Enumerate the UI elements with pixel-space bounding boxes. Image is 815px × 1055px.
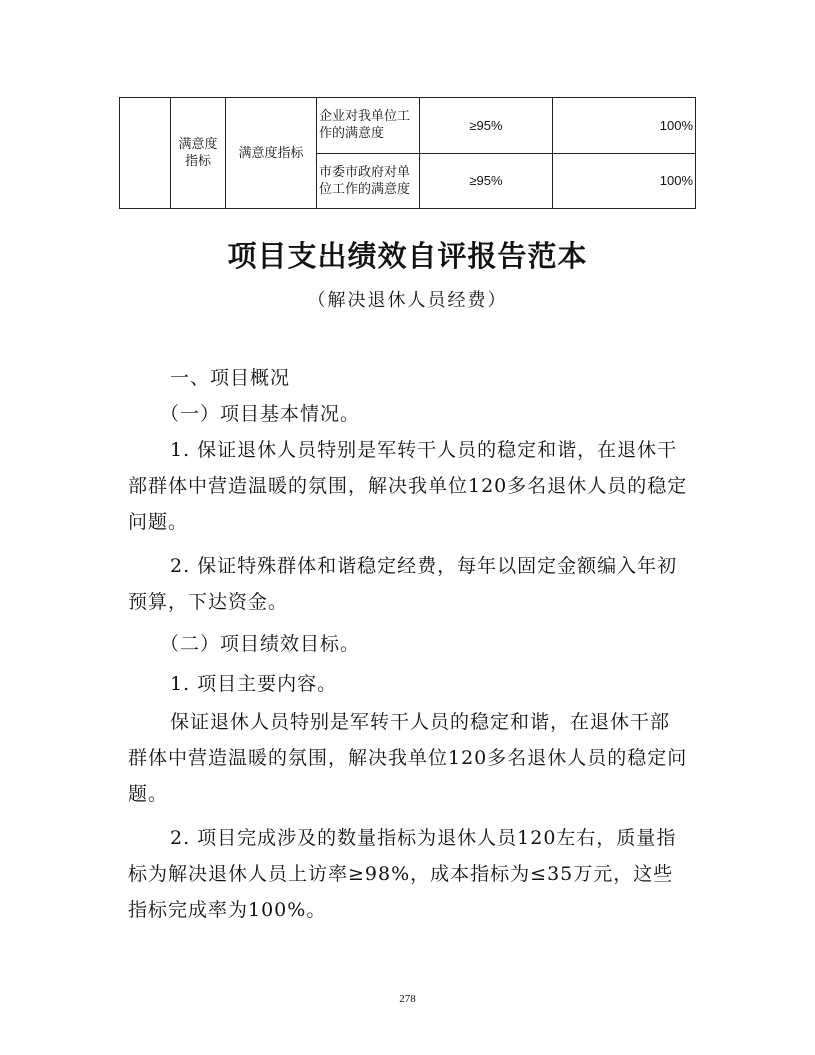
performance-indicator-table — [119, 97, 696, 209]
subsection-heading-basic: （一）项目基本情况。 — [160, 403, 361, 425]
table-cell-subcategory: 满意度指标 — [226, 98, 317, 209]
table-cell-value: 100% — [553, 98, 696, 154]
paragraph-4: 保证退休人员特别是军转干人员的稳定和谐，在退休干部群体中营造温暖的氛围，解决我单位120多名退休人员的稳定问题。 — [128, 711, 688, 805]
paragraph-5: 2. 项目完成涉及的数量指标为退休人员120左右，质量指标为解决退休人员上访率≥98%，成本指标为≤35万元，这些指标完成率为100%。 — [128, 827, 677, 921]
document-subtitle: （解决退休人员经费） — [307, 290, 508, 311]
table-cell-target: ≥95% — [420, 98, 553, 154]
document-title: 项目支出绩效自评报告范本 — [227, 239, 588, 273]
page-number: 278 — [399, 993, 416, 1005]
paragraph-3: 1. 项目主要内容。 — [170, 673, 338, 695]
paragraph-2: 2. 保证特殊群体和谐稳定经费，每年以固定金额编入年初预算，下达资金。 — [128, 555, 678, 613]
table-row — [120, 98, 696, 154]
subsection-heading-goals: （二）项目绩效目标。 — [160, 633, 361, 655]
table-cell-target: ≥95% — [420, 153, 553, 209]
section-heading-overview: 一、项目概况 — [170, 367, 291, 389]
table-cell-item: 企业对我单位工作的满意度 — [317, 98, 420, 154]
table-cell-category: 满意度指标 — [171, 98, 226, 209]
table-cell-item: 市委市政府对单位工作的满意度 — [317, 153, 420, 209]
table-cell-value: 100% — [553, 153, 696, 209]
table-cell-blank — [120, 98, 171, 209]
paragraph-1: 1. 保证退休人员特别是军转干人员的稳定和谐，在退休干部群体中营造温暖的氛围，解决我单位120多名退休人员的稳定问题。 — [128, 439, 688, 533]
